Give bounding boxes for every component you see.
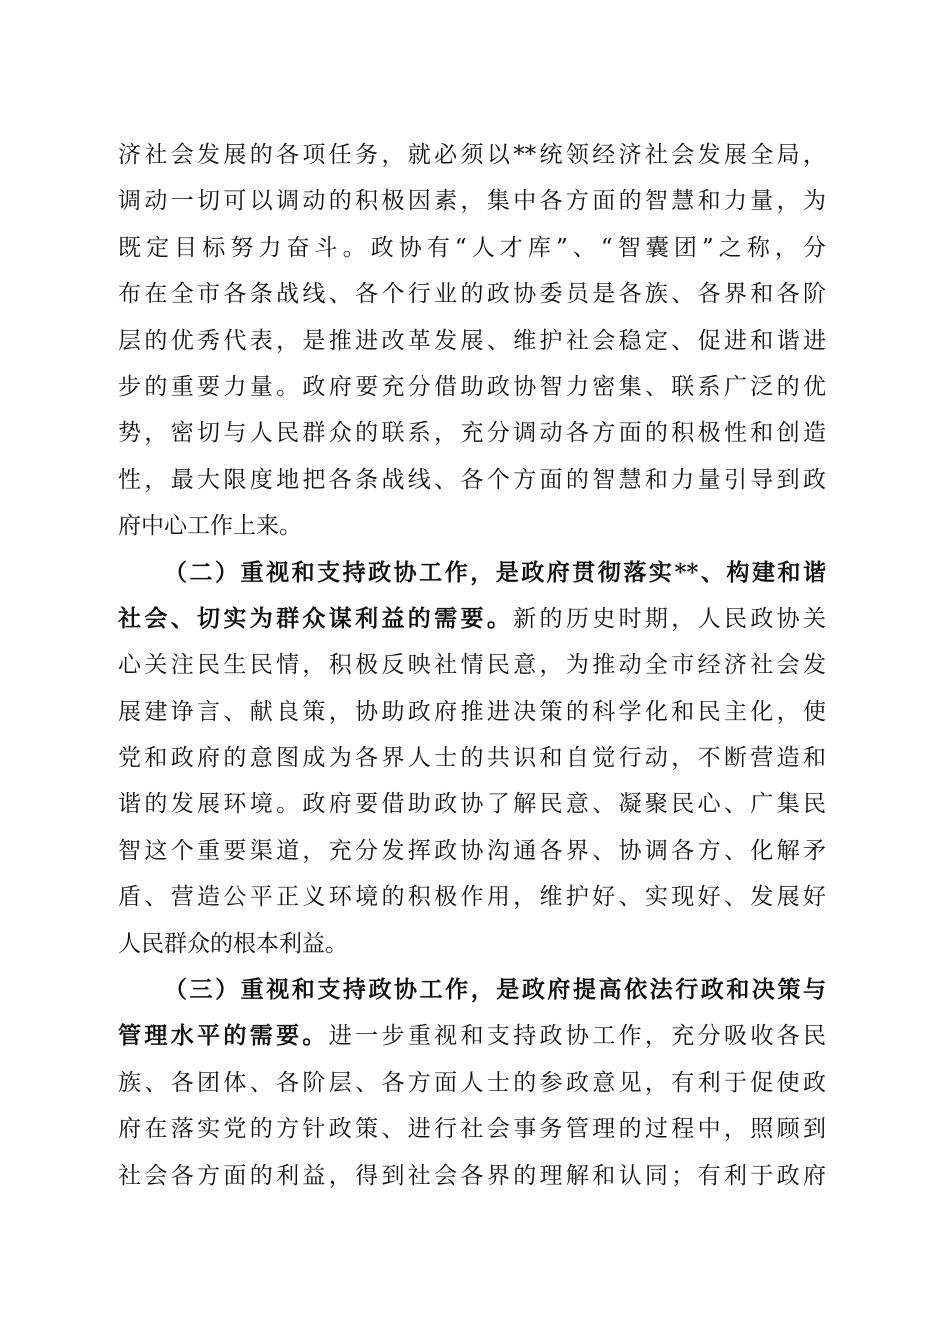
text-line: 济社会发展的各项任务，就必须以**统领经济社会发展全局，	[118, 142, 826, 168]
section-heading-3: （三）重视和支持政协工作，是政府提高依法行政和决策与	[164, 976, 826, 1004]
text-line: 盾、营造公平正义环境的积极作用，维护好、实现好、发展好	[118, 884, 826, 911]
text-line: 人民群众的根本利益。	[118, 930, 348, 957]
text-line: 调动一切可以调动的积极因素，集中各方面的智慧和力量，为	[118, 188, 826, 215]
text-line: 层的优秀代表，是推进改革发展、维护社会稳定、促进和谐进	[118, 327, 826, 354]
text-line: 展建诤言、献良策，协助政府推进决策的科学化和民主化，使	[118, 698, 826, 725]
text-line: 谐的发展环境。政府要借助政协了解民意、凝聚民心、广集民	[118, 791, 826, 818]
text-line: 智这个重要渠道，充分发挥政协沟通各界、协调各方、化解矛	[118, 837, 826, 864]
text-line: 性，最大限度地把各条战线、各个方面的智慧和力量引导到政	[118, 466, 826, 493]
section-heading-3-cont: 管理水平的需要。	[118, 1022, 329, 1050]
text-line	[118, 596, 826, 642]
text-line: 势，密切与人民群众的联系，充分调动各方面的积极性和创造	[118, 420, 826, 447]
text-run: 新的历史时期，人民政协关	[513, 605, 827, 632]
paragraph-2	[118, 550, 826, 968]
text-line	[118, 1013, 826, 1059]
text-line: 社会各方面的利益，得到社会各界的理解和认同；有利于政府	[118, 1162, 826, 1189]
text-line: 布在全市各条战线、各个行业的政协委员是各族、各界和各阶	[118, 281, 826, 308]
text-line: 府中心工作上来。	[118, 513, 302, 540]
paragraph-1	[118, 132, 826, 550]
section-heading-2-cont: 社会、切实为群众谋利益的需要。	[118, 604, 514, 632]
paragraph-3	[118, 967, 826, 1199]
text-line: 府在落实党的方针政策、进行社会事务管理的过程中，照顾到	[118, 1116, 826, 1143]
text-line: 既定目标努力奋斗。政协有“人才库”、“智囊团”之称，分	[118, 234, 826, 261]
section-heading-2: （二）重视和支持政协工作，是政府贯彻落实**、构建和谐	[164, 558, 826, 586]
text-line: 步的重要力量。政府要充分借助政协智力密集、联系广泛的优	[118, 373, 826, 400]
text-run: 进一步重视和支持政协工作，充分吸收各民	[328, 1023, 827, 1050]
text-line: 族、各团体、各阶层、各方面人士的参政意见，有利于促使政	[118, 1069, 826, 1096]
text-line: 心关注民生民情，积极反映社情民意，为推动全市经济社会发	[118, 652, 826, 679]
document-page	[118, 132, 826, 1199]
text-line: 党和政府的意图成为各界人士的共识和自觉行动，不断营造和	[118, 745, 826, 772]
